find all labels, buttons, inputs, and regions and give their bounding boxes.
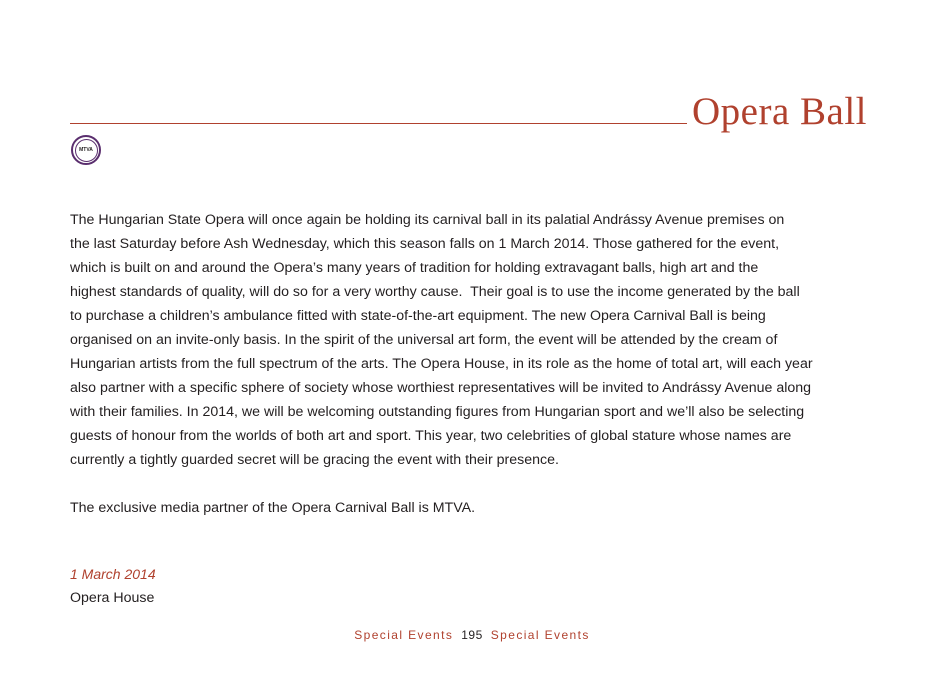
page-title: Opera Ball (692, 90, 868, 133)
paragraph-line: highest standards of quality, will do so for a very worthy cause. Their goal is to use the income generated by the ball (70, 284, 800, 300)
footer-section-left: Special Events (354, 628, 454, 642)
event-date: 1 March 2014 (70, 566, 156, 582)
paragraph-line: currently a tightly guarded secret will be gracing the event with their presence. (70, 452, 559, 468)
paragraph-line: the last Saturday before Ash Wednesday, which this season falls on 1 March 2014. Those gathered for the event, (70, 236, 780, 252)
mtva-logo (71, 135, 101, 165)
paragraph-line: Hungarian artists from the full spectrum of the arts. The Opera House, in its role as the home of total art, will each year (70, 356, 813, 372)
page-number: 195 (461, 628, 483, 642)
paragraph-line: with their families. In 2014, we will be welcoming outstanding figures from Hungarian sport and we’ll also be selecting (70, 404, 805, 420)
main-paragraph (70, 208, 880, 472)
paragraph-line: guests of honour from the worlds of both art and sport. This year, two celebrities of global stature whose names are (70, 428, 792, 444)
title-rule (70, 123, 687, 124)
mtva-logo-text: MTVA (75, 139, 98, 162)
event-venue: Opera House (70, 590, 155, 606)
paragraph-line: The Hungarian State Opera will once again be holding its carnival ball in its palatial Andrássy Avenue premises on (70, 212, 785, 228)
paragraph-line: to purchase a children’s ambulance fitted with state-of-the-art equipment. The new Opera Carnival Ball is being (70, 308, 766, 324)
paragraph-line: organised on an invite-only basis. In the spirit of the universal art form, the event will be attended by the cream of (70, 332, 778, 348)
footer-section-right: Special Events (490, 628, 590, 642)
paragraph-line: which is built on and around the Opera’s many years of tradition for holding extravagant balls, high art and the (70, 260, 759, 276)
paragraph-line: also partner with a specific sphere of society whose worthiest representatives will be invited to Andrássy Avenue along (70, 380, 812, 396)
partner-paragraph: The exclusive media partner of the Opera Carnival Ball is MTVA. (70, 500, 476, 516)
article-body (70, 208, 880, 520)
page-footer (0, 627, 944, 643)
